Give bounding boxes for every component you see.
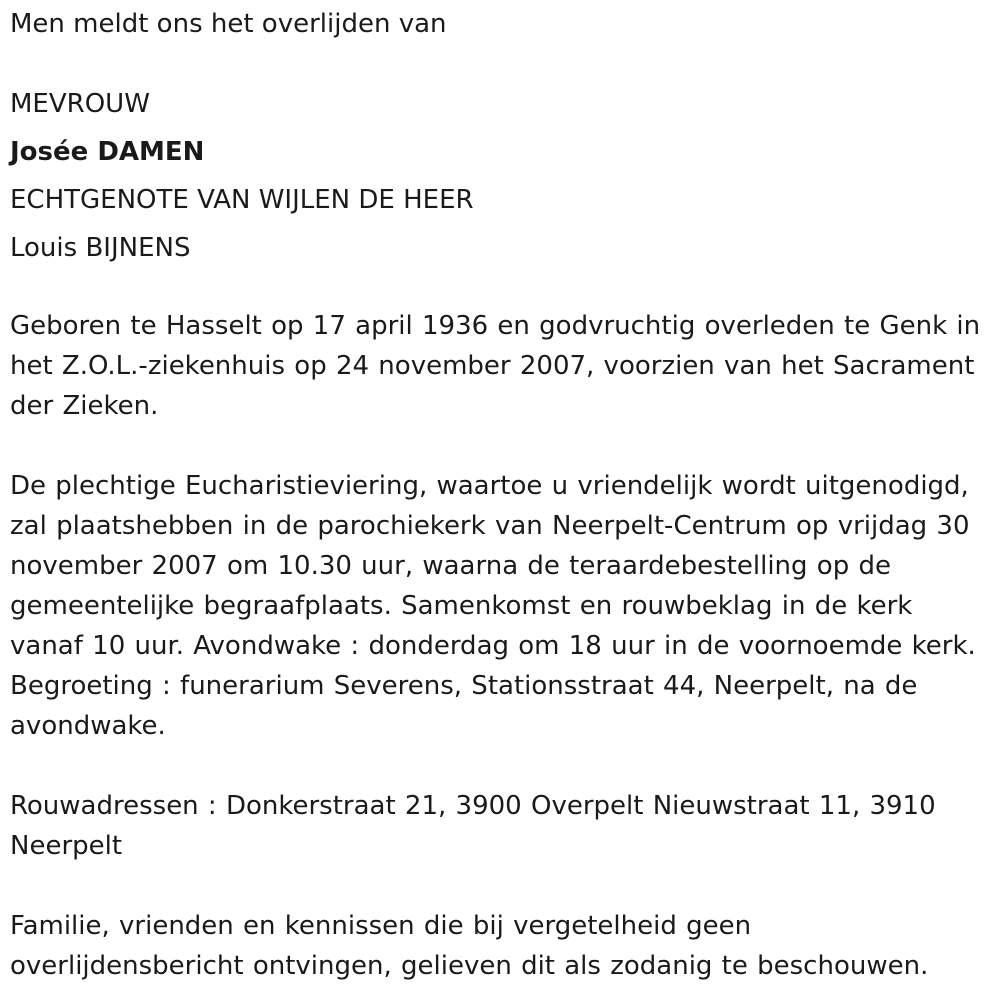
deceased-name: Josée DAMEN: [10, 137, 205, 167]
spacer: [10, 866, 992, 906]
paragraph-line: vanaf 10 uur. Avondwake : donderdag om 18 uur in de voornoemde kerk.: [10, 631, 976, 661]
paragraph-line: De plechtige Eucharistieviering, waartoe u vriendelijk wordt uitgenodigd,: [10, 471, 969, 501]
spacer: [10, 746, 992, 786]
spacer: [10, 48, 992, 80]
paragraph-line: Neerpelt: [10, 831, 123, 861]
paragraph-line: avondwake.: [10, 711, 166, 741]
name-block: [10, 80, 992, 272]
ceremony-paragraph: [10, 466, 992, 746]
spacer: [10, 426, 992, 466]
paragraph-line: november 2007 om 10.30 uur, waarna de teraardebestelling op de: [10, 551, 891, 581]
paragraph-line: overlijdensbericht ontvingen, gelieven dit als zodanig te beschouwen.: [10, 951, 929, 981]
intro-text: Men meldt ons het overlijden van: [10, 9, 447, 39]
paragraph-line: Geboren te Hasselt op 17 april 1936 en godvruchtig overleden te Genk in: [10, 311, 981, 341]
death-notice: [10, 0, 992, 986]
addresses-paragraph: [10, 786, 992, 866]
birth-death-paragraph: [10, 306, 992, 426]
paragraph-line: Familie, vrienden en kennissen die bij vergetelheid geen: [10, 911, 752, 941]
paragraph-line: zal plaatshebben in de parochiekerk van Neerpelt-Centrum op vrijdag 30: [10, 511, 970, 541]
relation-text: ECHTGENOTE VAN WIJLEN DE HEER: [10, 185, 474, 215]
salutation: MEVROUW: [10, 89, 150, 119]
paragraph-line: het Z.O.L.-ziekenhuis op 24 november 2007, voorzien van het Sacrament: [10, 351, 975, 381]
paragraph-line: Rouwadressen : Donkerstraat 21, 3900 Overpelt Nieuwstraat 11, 3910: [10, 791, 936, 821]
closing-paragraph: [10, 906, 992, 986]
paragraph-line: Begroeting : funerarium Severens, Stationsstraat 44, Neerpelt, na de: [10, 671, 918, 701]
spacer: [10, 272, 992, 306]
paragraph-line: der Zieken.: [10, 391, 159, 421]
spouse-name: Louis BIJNENS: [10, 233, 191, 263]
paragraph-line: gemeentelijke begraafplaats. Samenkomst en rouwbeklag in de kerk: [10, 591, 913, 621]
